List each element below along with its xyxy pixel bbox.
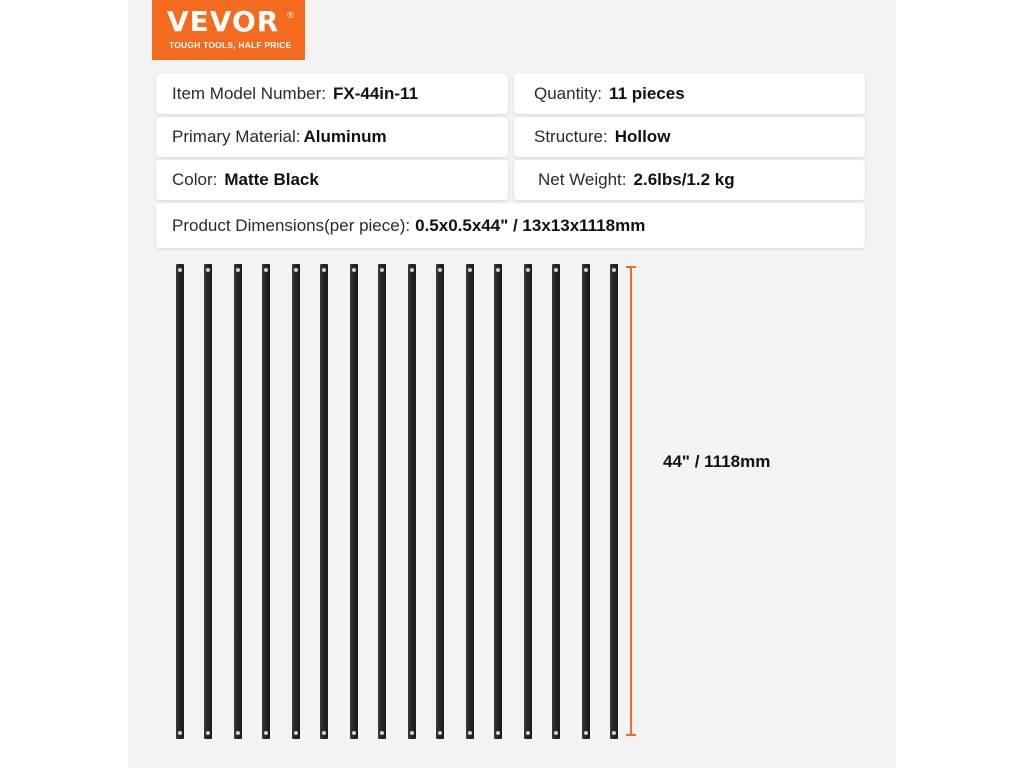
dimension-label: 44" / 1118mm: [663, 452, 771, 471]
spec-net-weight: [514, 160, 865, 200]
rod: [292, 264, 300, 739]
spec-value: 0.5x0.5x44" / 13x13x1118mm: [415, 215, 646, 235]
spec-label: Item Model Number:: [172, 84, 326, 103]
rod: [494, 264, 502, 739]
dimension-line: [630, 266, 632, 736]
brand-name: VEVOR: [167, 5, 280, 38]
rod: [582, 264, 590, 739]
rod: [350, 264, 358, 739]
rod: [234, 264, 242, 739]
rod: [176, 264, 184, 739]
rod: [320, 264, 328, 739]
spec-label: Product Dimensions(per piece):: [172, 215, 411, 235]
spec-value: 11 pieces: [609, 84, 685, 103]
spec-label: Primary Material:: [172, 127, 301, 146]
rod: [436, 264, 444, 739]
product-canvas: [128, 0, 896, 768]
registered-mark: ®: [287, 10, 294, 20]
rod: [262, 264, 270, 739]
spec-value: Matte Black: [224, 170, 319, 189]
spec-value: Hollow: [614, 127, 671, 146]
rod: [552, 264, 560, 739]
rod: [408, 264, 416, 739]
spec-value: FX-44in-11: [333, 84, 419, 103]
spec-dimensions: [156, 203, 865, 248]
spec-material: [156, 117, 508, 157]
spec-label: Net Weight:: [538, 170, 627, 189]
spec-color: [156, 160, 508, 200]
spec-value: Aluminum: [303, 127, 387, 146]
spec-quantity: [514, 74, 865, 114]
rod: [466, 264, 474, 739]
rod: [204, 264, 212, 739]
spec-value: 2.6lbs/1.2 kg: [633, 170, 735, 189]
spec-structure: [514, 117, 865, 157]
spec-label: Structure:: [534, 127, 608, 146]
brand-logo: [152, 0, 305, 60]
spec-label: Color:: [172, 170, 218, 189]
brand-tagline: TOUGH TOOLS, HALF PRICE: [169, 40, 292, 50]
rod: [610, 264, 618, 739]
spec-label: Quantity:: [534, 84, 603, 103]
rod: [378, 264, 386, 739]
spec-item-model: [156, 74, 508, 114]
rod: [524, 264, 532, 739]
